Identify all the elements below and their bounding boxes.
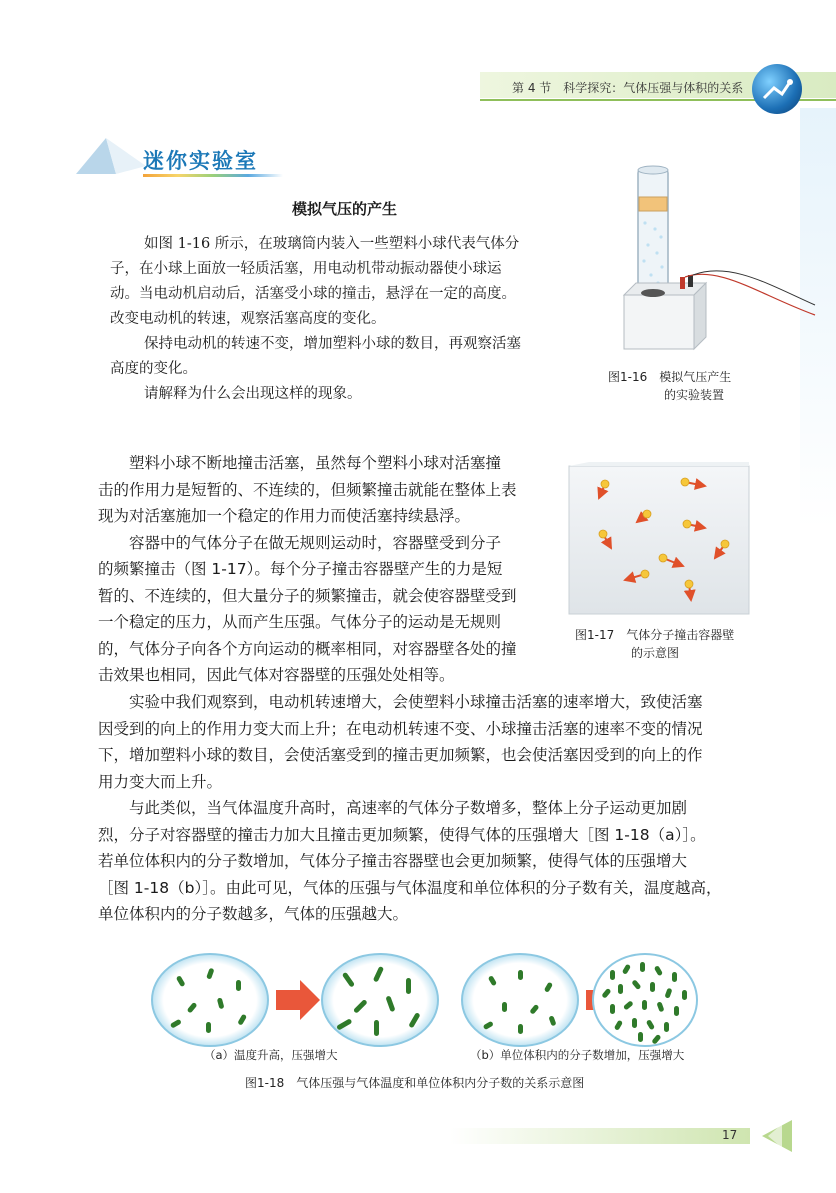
body-line: ［图 1-18（b）］。由此可见，气体的压强与气体温度和单位体积的分子数有关，温度越高，	[98, 878, 722, 897]
body-line: 的，气体分子向各个方向运动的概率相同，对容器壁各处的撞	[98, 639, 517, 658]
body-line: 容器中的气体分子在做无规则运动时，容器壁受到分子	[129, 533, 502, 552]
mini-lab-label: 迷你实验室	[143, 149, 258, 173]
mini-lab-line: 子，在小球上面放一轻质活塞，用电动机带动振动器使小球运	[110, 261, 502, 277]
caption-line: 图1-16 模拟气压产生	[608, 370, 732, 384]
body-line: 的频繁撞击（图 1-17）。每个分子撞击容器壁产生的力是短	[98, 560, 503, 578]
body-line: 塑料小球不断地撞击活塞，虽然每个塑料小球对活塞撞	[129, 454, 502, 472]
body-line: 用力变大而上升。	[98, 772, 223, 791]
body-line: 一个稳定的压力，从而产生压强。气体分子的运动是无规则	[98, 613, 502, 631]
body-line: 烈，分子对容器壁的撞击力加大且撞击更加频繁，使得气体的压强增大［图 1-18（a）］。	[98, 825, 706, 844]
prism-icon	[76, 136, 146, 178]
body-line: 下，增加塑料小球的数目，会使活塞受到的撞击更加频繁，也会使活塞因受到的向上的作	[98, 746, 703, 764]
body-line: 暂的、不连续的，但大量分子的频繁撞击，就会使容器壁受到	[98, 586, 517, 605]
mini-lab-line: 动。当电动机启动后，活塞受小球的撞击，悬浮在一定的高度。	[110, 286, 516, 302]
mini-lab-text	[110, 232, 600, 407]
page-number: 17	[722, 1128, 738, 1142]
body-line: 与此类似，当气体温度升高时，高速率的气体分子数增多，整体上分子运动更加剧	[129, 799, 688, 817]
body-line: 单位体积内的分子数越多，气体的压强越大。	[98, 905, 409, 923]
body-line: 若单位体积内的分子数增加，气体分子撞击容器壁也会更加频繁，使得气体的压强增大	[98, 852, 688, 870]
oval-b-after	[590, 950, 700, 1050]
footer-band	[450, 1128, 750, 1144]
mini-lab-line: 如图 1-16 所示，在玻璃筒内装入一些塑料小球代表气体分	[144, 236, 520, 252]
page-corner-arrow-icon	[752, 1120, 792, 1152]
mini-lab-line: 保持电动机的转速不变，增加塑料小球的数目，再观察活塞	[144, 336, 521, 352]
body-line: 击效果也相同，因此气体对容器壁的压强处处相等。	[98, 666, 455, 684]
body-line: 现为对活塞施加一个稳定的作用力而使活塞持续悬浮。	[98, 507, 471, 525]
body-line: 击的作用力是短暂的、不连续的，但频繁撞击就能在整体上表	[98, 480, 517, 499]
globe-satellite-icon	[752, 64, 802, 114]
caption-line: 的示意图	[631, 646, 680, 660]
body-narrow-text	[98, 450, 560, 689]
figure-1-18-label-b: （b）单位体积内的分子数增加，压强增大	[470, 1048, 685, 1062]
rainbow-rule	[143, 174, 283, 177]
mini-lab-line: 高度的变化。	[110, 361, 197, 377]
globe-icon	[752, 64, 802, 114]
figure-1-16-apparatus	[610, 165, 820, 365]
figure-1-16-caption	[608, 368, 808, 404]
figure-1-18-label-a: （a）温度升高，压强增大	[204, 1048, 338, 1062]
mini-lab-title: 模拟气压的产生	[292, 200, 398, 218]
figure-1-17-container	[565, 462, 755, 620]
figure-1-17-caption	[575, 626, 785, 662]
mini-lab-line: 请解释为什么会出现这样的现象。	[144, 386, 362, 402]
mini-lab-line: 改变电动机的转速，观察活塞高度的变化。	[110, 311, 386, 327]
caption-line: 的实验装置	[664, 388, 725, 402]
body-line: 实验中我们观察到，电动机转速增大，会使塑料小球撞击活塞的速率增大，致使活塞	[129, 693, 703, 711]
caption-line: 图1-17 气体分子撞击容器壁	[575, 628, 735, 642]
body-line: 因受到的向上的作用力变大而上升；在电动机转速不变、小球撞击活塞的速率不变的情况	[98, 719, 703, 738]
figure-1-18-caption: 图1-18 气体压强与气体温度和单位体积内分子数的关系示意图	[245, 1076, 585, 1090]
body-wide-text	[98, 689, 798, 928]
arrow-right-icon	[276, 980, 320, 1020]
chapter-heading: 第 4 节 科学探究：气体压强与体积的关系	[512, 81, 744, 95]
